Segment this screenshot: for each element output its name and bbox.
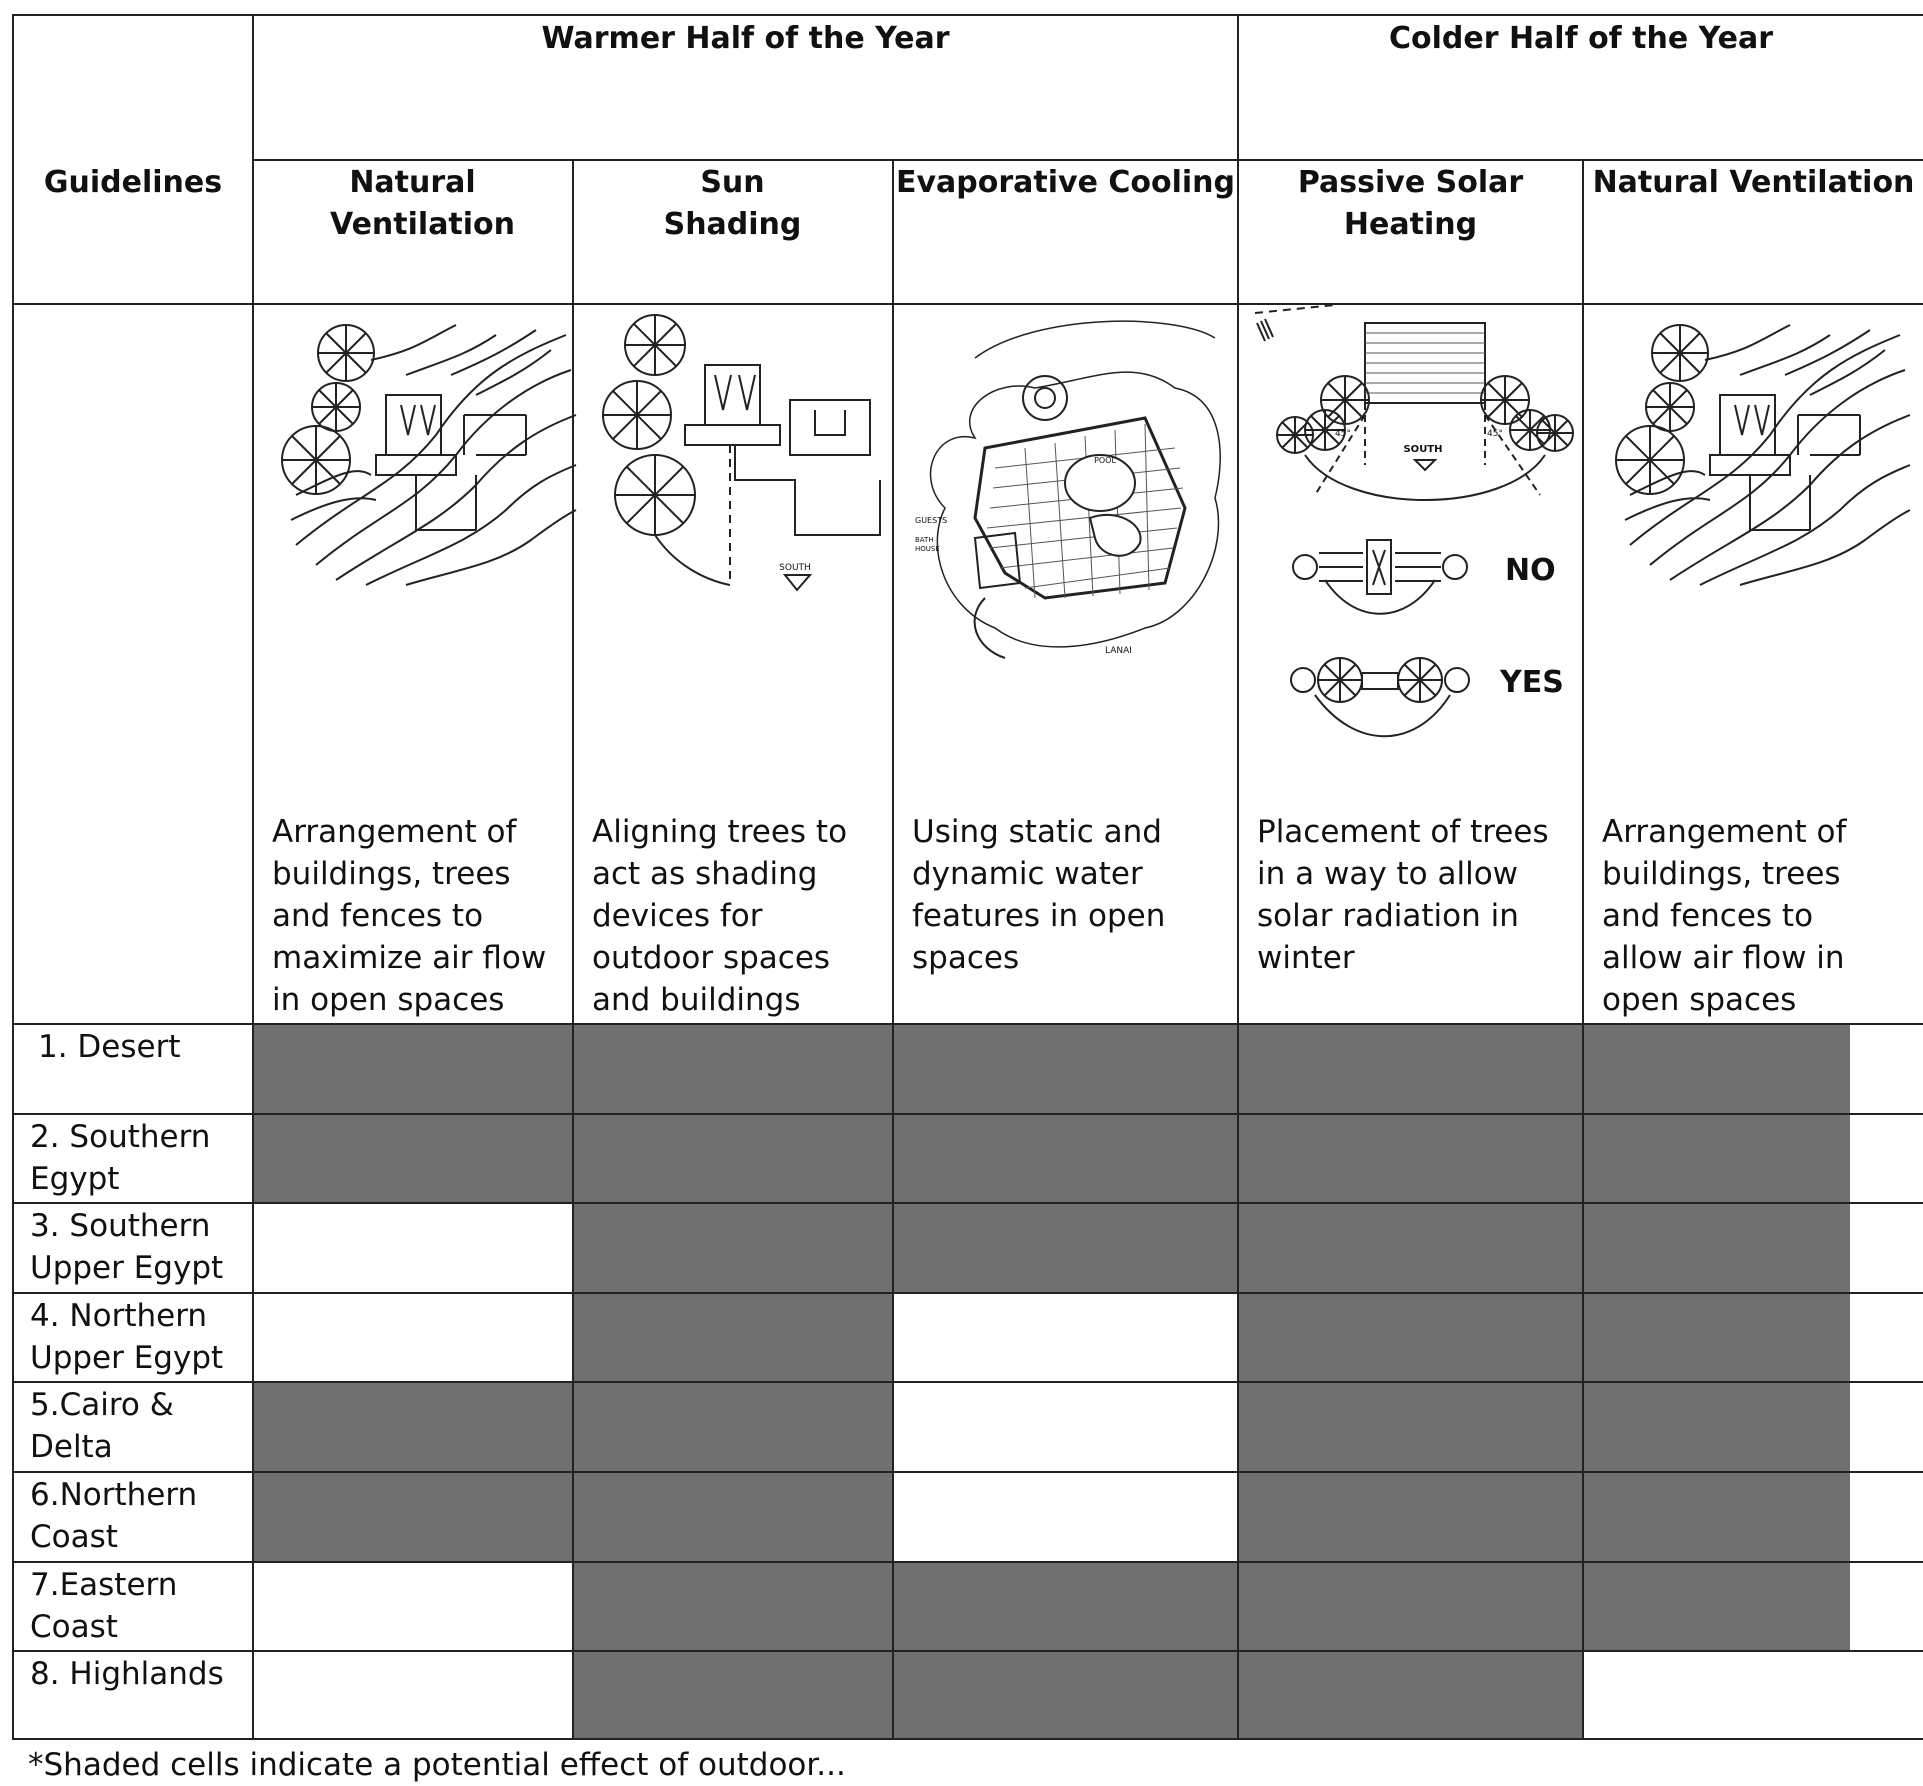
grid-line: [12, 14, 14, 1740]
shaded-cell: [1237, 1023, 1582, 1113]
tree-icon: [1277, 417, 1313, 453]
shaded-cell: [1582, 1471, 1850, 1561]
tree-icon: [318, 325, 374, 381]
yes-label: YES: [1500, 665, 1564, 700]
natural-ventilation-cold-diagram: [1610, 315, 1850, 585]
col-desc-evaporative-cooling: Using static and dynamic water features in open spaces: [912, 814, 1166, 976]
shaded-cell: [892, 1561, 1237, 1650]
col-title-sun-shading: Sun Shading: [663, 165, 802, 242]
lanai-label: LANAI: [1105, 646, 1132, 656]
region-label: 8. Highlands: [30, 1656, 224, 1692]
col-desc-sun-shading: Aligning trees to act as shading devices for outdoor spaces and buildings: [592, 814, 848, 1018]
shaded-cell: [252, 1381, 572, 1471]
shaded-cell: [1582, 1113, 1850, 1202]
shaded-cell: [572, 1023, 892, 1113]
col-title-evaporative-cooling: Evaporative Cooling: [895, 165, 1236, 200]
shaded-cell: [892, 1113, 1237, 1202]
no-label: NO: [1505, 553, 1556, 588]
shaded-cell: [1582, 1381, 1850, 1471]
tree-icon: [1537, 415, 1573, 451]
tree-icon: [625, 315, 685, 375]
shaded-cell: [1582, 1023, 1850, 1113]
grid-line: [12, 1113, 1923, 1115]
tree-icon: [603, 381, 671, 449]
tree-icon: [1321, 376, 1369, 424]
angle-label: 45°: [1487, 429, 1503, 439]
pool-label: POOL: [1094, 456, 1116, 465]
shaded-cell: [1582, 1202, 1850, 1292]
grid-line: [12, 1202, 1923, 1204]
shaded-cell: [572, 1650, 892, 1738]
tree-icon: [1318, 658, 1362, 702]
grid-line: [12, 1381, 1923, 1383]
grid-line: [12, 303, 1923, 305]
sun-shading-diagram: [595, 305, 895, 595]
shaded-cell: [572, 1202, 892, 1292]
grid-line: [12, 1738, 1923, 1740]
shaded-cell: [572, 1561, 892, 1650]
shaded-cell: [1237, 1292, 1582, 1381]
warm-group-header: Warmer Half of the Year: [541, 21, 950, 56]
grid-line: [12, 1292, 1923, 1294]
tree-icon: [1616, 426, 1684, 494]
guidelines-header: Guidelines: [43, 165, 223, 200]
grid-line: [12, 1023, 1923, 1025]
guests-label: GUESTS: [915, 516, 948, 525]
region-label: 7.Eastern Coast: [30, 1567, 178, 1645]
col-title-passive-solar-heating: Passive Solar Heating: [1297, 165, 1524, 242]
shaded-cell: [572, 1113, 892, 1202]
region-label: 4. Northern Upper Egypt: [30, 1298, 224, 1376]
tree-icon: [615, 455, 695, 535]
shaded-cell: [892, 1023, 1237, 1113]
footnote: *Shaded cells indicate a potential effect of outdoor...: [28, 1747, 846, 1783]
col-title-natural-ventilation: Natural Ventilation: [330, 165, 516, 242]
angle-label: 45°: [1335, 429, 1351, 439]
grid-line: [1237, 14, 1239, 1740]
shaded-cell: [252, 1023, 572, 1113]
shaded-cell: [1237, 1471, 1582, 1561]
col-desc-passive-solar-heating: Placement of trees in a way to allow solar radiation in winter: [1257, 814, 1549, 976]
shaded-cell: [892, 1650, 1237, 1738]
grid-line: [12, 1561, 1923, 1563]
tree-icon: [1646, 383, 1694, 431]
tree-icon: [1481, 376, 1529, 424]
bath-house-label: BATH HOUSE: [915, 536, 940, 553]
grid-line: [12, 1650, 1923, 1652]
col-desc-natural-ventilation-cold: Arrangement of buildings, trees and fences to allow air flow in open spaces: [1602, 814, 1847, 1018]
shaded-cell: [1237, 1381, 1582, 1471]
tree-icon: [1652, 325, 1708, 381]
col-title-natural-ventilation-cold: Natural Ventilation: [1592, 165, 1915, 200]
shaded-cell: [1237, 1202, 1582, 1292]
natural-ventilation-diagram: [276, 315, 576, 585]
col-desc-natural-ventilation: Arrangement of buildings, trees and fences to maximize air flow in open spaces: [272, 814, 547, 1018]
grid-line: [12, 1471, 1923, 1473]
region-label: 2. Southern Egypt: [30, 1119, 211, 1197]
grid-line: [252, 159, 1923, 161]
south-label: SOUTH: [779, 563, 811, 573]
tree-icon: [282, 426, 350, 494]
shaded-cell: [1237, 1113, 1582, 1202]
evaporative-cooling-diagram: [915, 318, 1230, 663]
shaded-cell: [892, 1202, 1237, 1292]
region-label: 3. Southern Upper Egypt: [30, 1208, 224, 1286]
region-label: 5.Cairo & Delta: [30, 1387, 174, 1465]
shaded-cell: [572, 1471, 892, 1561]
shaded-cell: [1237, 1650, 1582, 1738]
tree-icon: [1398, 658, 1442, 702]
grid-line: [252, 14, 254, 1740]
shaded-cell: [572, 1381, 892, 1471]
shaded-cell: [572, 1292, 892, 1381]
shaded-cell: [252, 1113, 572, 1202]
shaded-cell: [1237, 1561, 1582, 1650]
cold-group-header: Colder Half of the Year: [1388, 21, 1774, 56]
region-label: 6.Northern Coast: [30, 1477, 198, 1555]
grid-line: [12, 14, 1923, 16]
tree-icon: [312, 383, 360, 431]
shaded-cell: [252, 1471, 572, 1561]
passive-solar-heating-diagram: [1255, 305, 1585, 755]
shaded-cell: [1582, 1561, 1850, 1650]
region-label: 1. Desert: [38, 1029, 181, 1065]
shaded-cell: [1582, 1292, 1850, 1381]
south-label: SOUTH: [1403, 444, 1443, 455]
